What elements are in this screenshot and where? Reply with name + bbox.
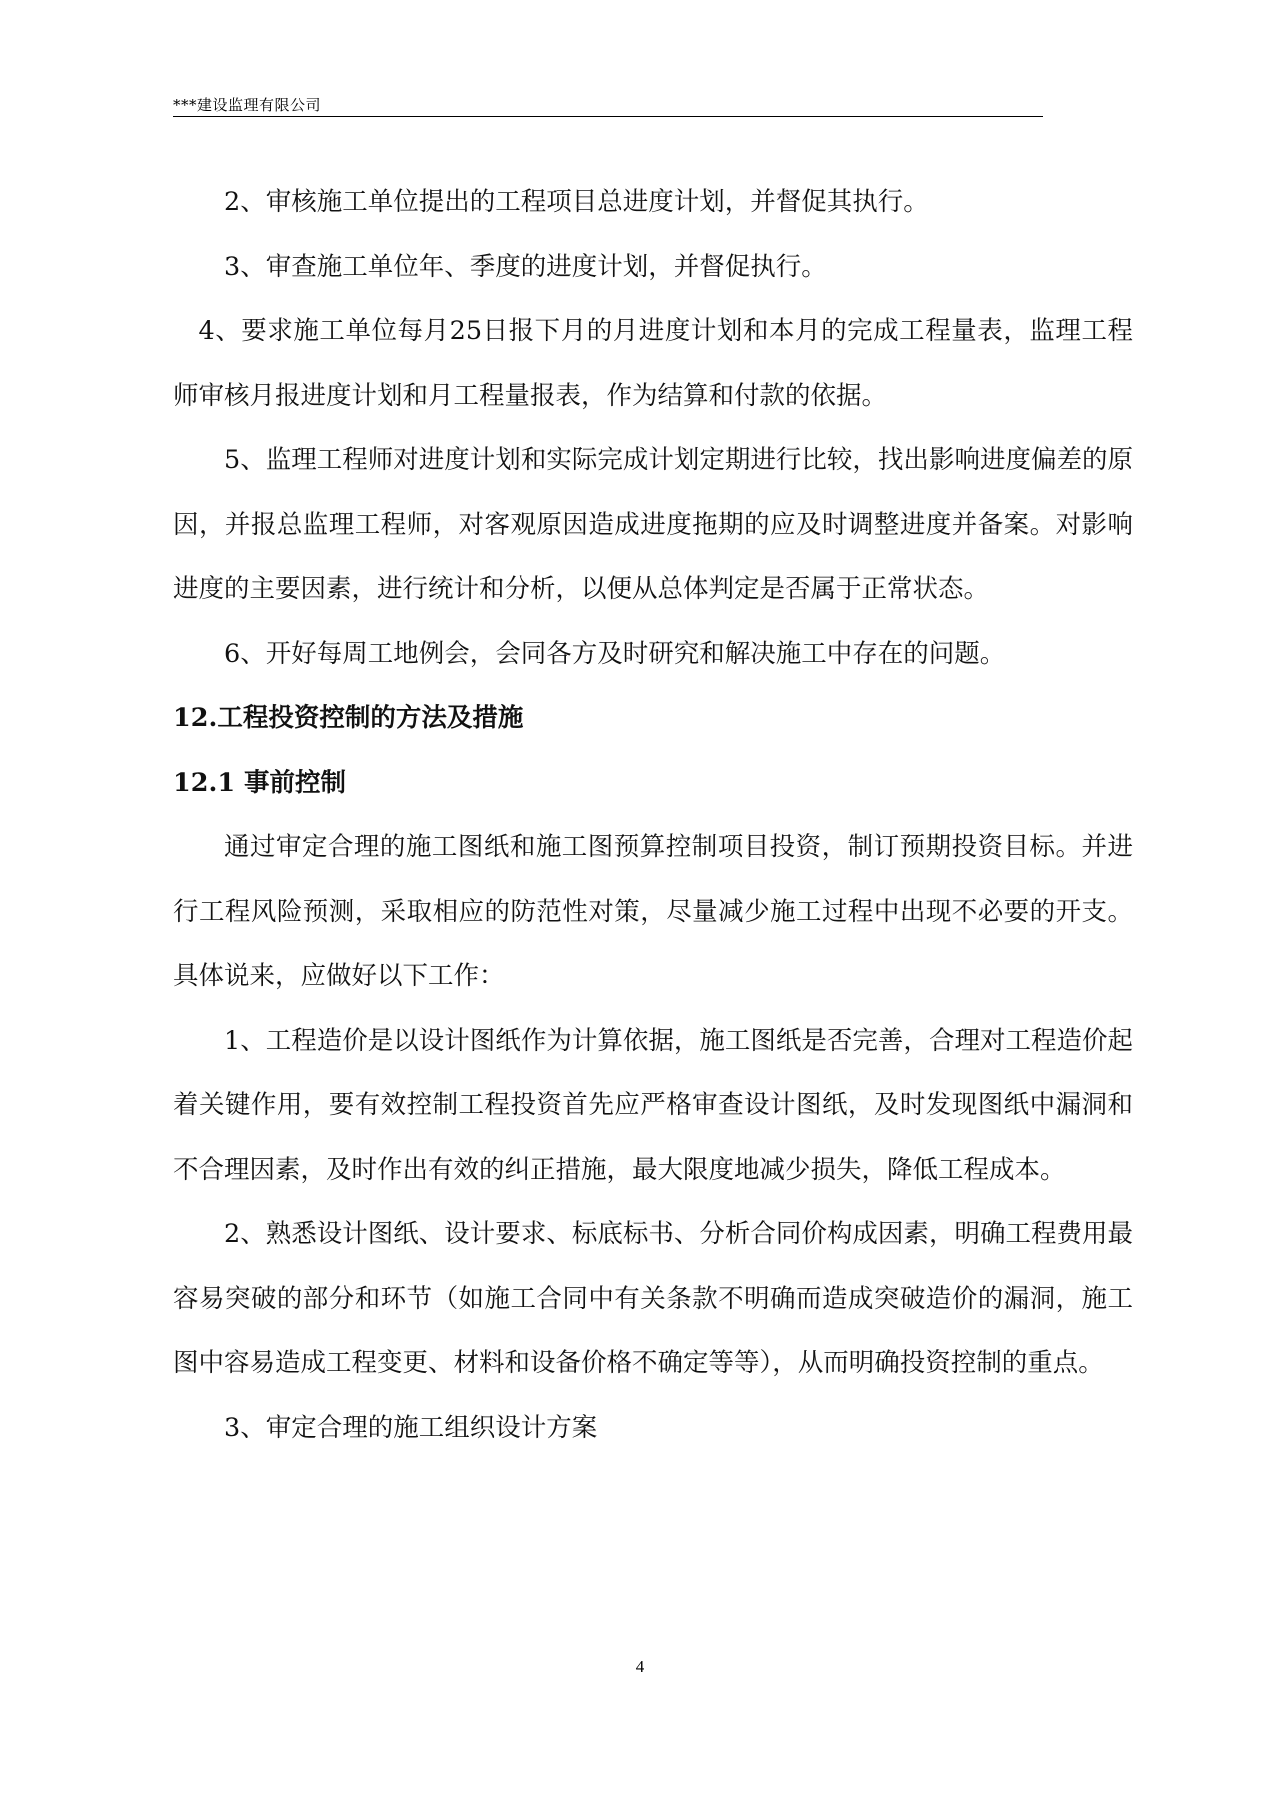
paragraph-item-2: 2、审核施工单位提出的工程项目总进度计划，并督促其执行。: [224, 187, 929, 217]
list-item-3: 3、审定合理的施工组织设计方案: [224, 1412, 598, 1443]
paragraph-intro: 通过审定合理的施工图纸和施工图预算控制项目投资，制订预期投资目标。并进行工程风险预测，采取相应的防范性对策，尽量减少施工过程中出现不必要的开支。具体说来，应做好以下工作：: [173, 832, 1133, 991]
paragraph-item-3: 3、审查施工单位年、季度的进度计划，并督促执行。: [224, 251, 827, 282]
page-header-company: ***建设监理有限公司: [173, 96, 322, 114]
page-number: 4: [635, 1657, 645, 1676]
paragraph-item-6: 6、开好每周工地例会，会同各方及时研究和解决施工中存在的问题。: [224, 638, 1006, 669]
document-body: [173, 170, 1133, 1460]
list-item-2: 2、熟悉设计图纸、设计要求、标底标书、分析合同价构成因素，明确工程费用最容易突破的部分和环节（如施工合同中有关条款不明确而造成突破造价的漏洞，施工图中容易造成工程变更、材料和设备价格不确定等等），从而明确投资控制的重点。: [173, 1219, 1133, 1378]
paragraph-item-5: 5、监理工程师对进度计划和实际完成计划定期进行比较，找出影响进度偏差的原因，并报总监理工程师，对客观原因造成进度拖期的应及时调整进度并备案。对影响进度的主要因素，进行统计和分析，以便从总体判定是否属于正常状态。: [173, 445, 1133, 604]
paragraph-item-4: 4、要求施工单位每月25日报下月的月进度计划和本月的完成工程量表，监理工程师审核月报进度计划和月工程量报表，作为结算和付款的依据。: [173, 316, 1133, 411]
header-divider: [173, 116, 1043, 117]
list-item-1: 1、工程造价是以设计图纸作为计算依据，施工图纸是否完善，合理对工程造价起着关键作用，要有效控制工程投资首先应严格审查设计图纸，及时发现图纸中漏洞和不合理因素，及时作出有效的纠正措施，最大限度地减少损失，降低工程成本。: [173, 1025, 1133, 1185]
section-heading-12-1: 12.1 事前控制: [173, 767, 346, 798]
section-heading-12: 12.工程投资控制的方法及措施: [173, 703, 524, 733]
